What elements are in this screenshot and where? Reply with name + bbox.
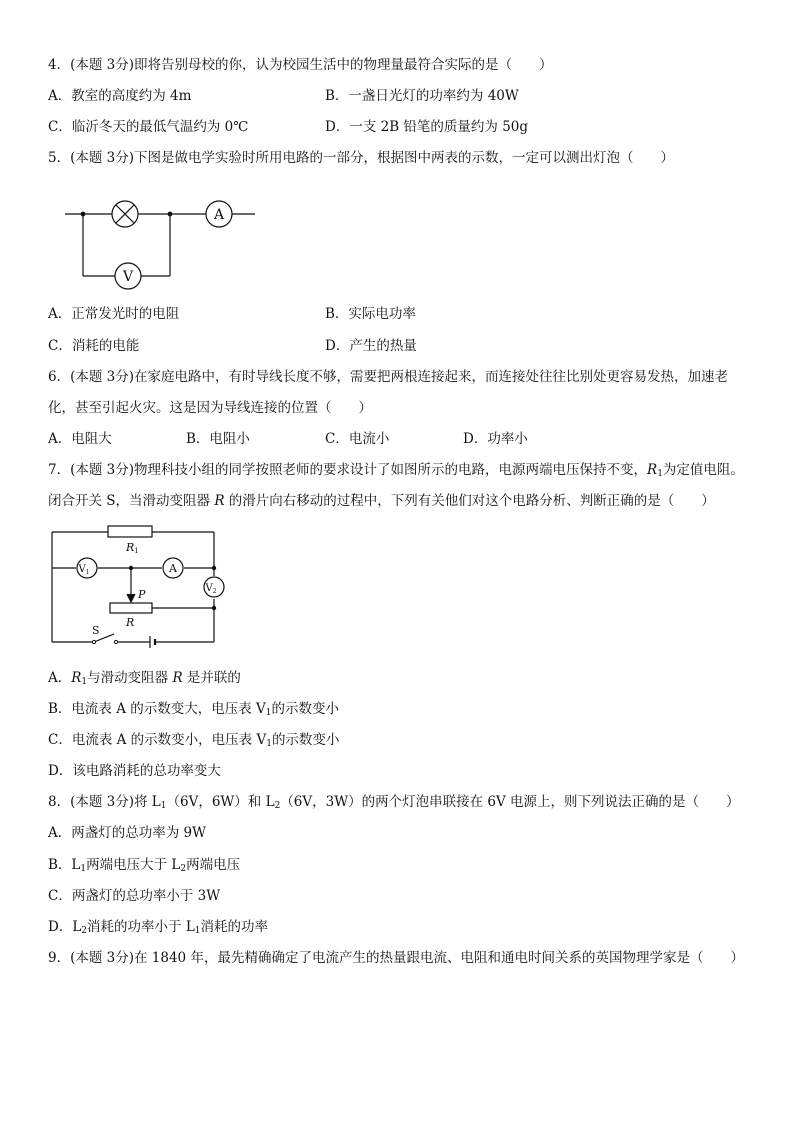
- v1-label: $V_1$: [78, 564, 90, 576]
- q8-option-d-sub2: 1: [194, 926, 201, 936]
- q4-stem: 4．(本题 3分)即将告别母校的你，认为校园生活中的物理量最符合实际的是（ ）: [48, 57, 553, 73]
- ammeter-icon: [163, 558, 183, 578]
- voltmeter-icon: [115, 263, 141, 289]
- p-label: P: [138, 588, 146, 601]
- resistor-r1-icon: [108, 526, 152, 555]
- q7-option-a-r: R: [172, 670, 183, 686]
- q8-option-b-c: 两端电压: [186, 857, 241, 873]
- q8-option-d-b: 消耗的功率小于 L: [87, 919, 195, 935]
- q7-option-b: [48, 700, 339, 718]
- q4-option-c: C．临沂冬天的最低气温约为 0℃: [48, 119, 249, 135]
- q7-option-c: [48, 731, 339, 749]
- q5-option-d: D．产生的热量: [325, 338, 417, 354]
- q8-option-b-sub2: 2: [180, 864, 187, 874]
- ammeter-label: A: [213, 207, 225, 223]
- v1-label-sub: 1: [85, 569, 90, 576]
- q8-stem-c: （6V，3W）的两个灯泡串联接在 6V 电源上，则下列说法正确的是（ ）: [280, 794, 740, 810]
- q5-stem: 5．(本题 3分)下图是做电学实验时所用电路的一部分，根据图中两表的示数，一定可以测出灯泡（ ）: [48, 150, 675, 166]
- q7-option-c-sub: 1: [266, 739, 272, 749]
- q8-option-c: C．两盏灯的总功率小于 3W: [48, 888, 221, 904]
- q7-stem-line1-end: 为定值电阻。: [662, 462, 744, 478]
- q7-stem-line2-text: 闭合开关 S，当滑动变阻器: [48, 493, 215, 509]
- switch-s-label: S: [92, 624, 100, 637]
- q6-option-b: B．电阻小: [186, 431, 250, 447]
- q4-option-a: A．教室的高度约为 4m: [48, 88, 192, 104]
- q7-stem-r: R: [214, 493, 225, 509]
- q5-circuit-diagram: [60, 196, 280, 296]
- q7-option-b-text: B．电流表 A 的示数变大，电压表 V: [48, 701, 266, 717]
- q4-option-b: B．一盏日光灯的功率约为 40W: [325, 88, 519, 104]
- q7-option-a-r1: R: [71, 670, 82, 686]
- r1-label: R1: [126, 541, 139, 555]
- q7-stem-r1: R: [647, 462, 658, 478]
- q6-option-d: D．功率小: [463, 431, 528, 447]
- v2-label-sub: 2: [212, 588, 217, 595]
- q7-stem-line1: [48, 461, 744, 479]
- q8-option-b: [48, 856, 240, 874]
- voltmeter-v1-icon: [77, 558, 97, 578]
- r-label: R: [126, 616, 135, 629]
- q8-option-b-sub1: 1: [80, 864, 87, 874]
- q7-option-c-text: C．电流表 A 的示数变小，电压表 V: [48, 732, 267, 748]
- q6-stem-line1: 6．(本题 3分)在家庭电路中，有时导线长度不够，需要把两根连接起来，而连接处往往比别处更容易发热，加速老: [48, 369, 729, 385]
- q7-option-d: D．该电路消耗的总功率变大: [48, 763, 221, 779]
- q7-option-c-end: 的示数变小: [271, 732, 340, 748]
- q8-option-a: A．两盏灯的总功率为 9W: [48, 825, 207, 841]
- q8-stem-b: （6V，6W）和 L: [166, 794, 275, 810]
- q8-stem: [48, 793, 740, 811]
- q7-option-a-prefix: A．: [48, 670, 72, 686]
- q8-option-b-a: B．L: [48, 857, 81, 873]
- lamp-icon: [112, 201, 138, 227]
- r1-label-sub: 1: [134, 547, 139, 555]
- q7-option-a: [48, 669, 241, 687]
- q7-stem-line2-end: 的滑片向右移动的过程中，下列有关他们对这个电路分析、判断正确的是（ ）: [224, 493, 715, 509]
- v2-label: $V_2$: [205, 583, 217, 595]
- q7-option-a-mid: 与滑动变阻器: [87, 670, 173, 686]
- q7-stem-line2: [48, 492, 715, 510]
- q8-option-d-a: D．L: [48, 919, 82, 935]
- q8-option-d-c: 消耗的功率: [200, 919, 269, 935]
- q9-stem: 9．(本题 3分)在 1840 年，最先精确确定了电流产生的热量跟电流、电阻和通电时间关系的英国物理学家是（ ）: [48, 950, 744, 966]
- voltmeter-v2-icon: [204, 577, 224, 597]
- q7-option-b-end: 的示数变小: [271, 701, 340, 717]
- q6-option-c: C．电流小: [325, 431, 390, 447]
- q8-option-d-sub1: 2: [81, 926, 88, 936]
- q5-option-b: B．实际电功率: [325, 306, 416, 322]
- q8-stem-a: 8．(本题 3分)将 L: [48, 794, 161, 810]
- q6-stem-line2: 化，甚至引起火灾。这是因为导线连接的位置（ ）: [48, 400, 372, 416]
- q7-circuit-diagram: [46, 522, 226, 652]
- q8-stem-sub1: 1: [160, 801, 167, 811]
- q8-stem-sub2: 2: [274, 801, 281, 811]
- q7-option-b-sub: 1: [265, 708, 272, 718]
- q7-option-a-r1-sub: 1: [81, 677, 88, 687]
- q4-option-d: D．一支 2B 铅笔的质量约为 50g: [325, 119, 529, 135]
- q7-option-a-end: 是并联的: [182, 670, 241, 686]
- q6-option-a: A．电阻大: [48, 431, 112, 447]
- q7-stem-r1-sub: 1: [657, 469, 663, 479]
- voltmeter-label: V: [122, 269, 134, 285]
- ammeter-icon: [206, 201, 232, 227]
- a-label: A: [169, 562, 177, 575]
- q5-option-c: C．消耗的电能: [48, 338, 140, 354]
- q5-option-a: A．正常发光时的电阻: [48, 306, 180, 322]
- q7-stem-line1-text: 7．(本题 3分)物理科技小组的同学按照老师的要求设计了如图所示的电路，电源两端电压保持不变，: [48, 462, 648, 478]
- q8-option-d: [48, 918, 268, 936]
- q8-option-b-b: 两端电压大于 L: [86, 857, 181, 873]
